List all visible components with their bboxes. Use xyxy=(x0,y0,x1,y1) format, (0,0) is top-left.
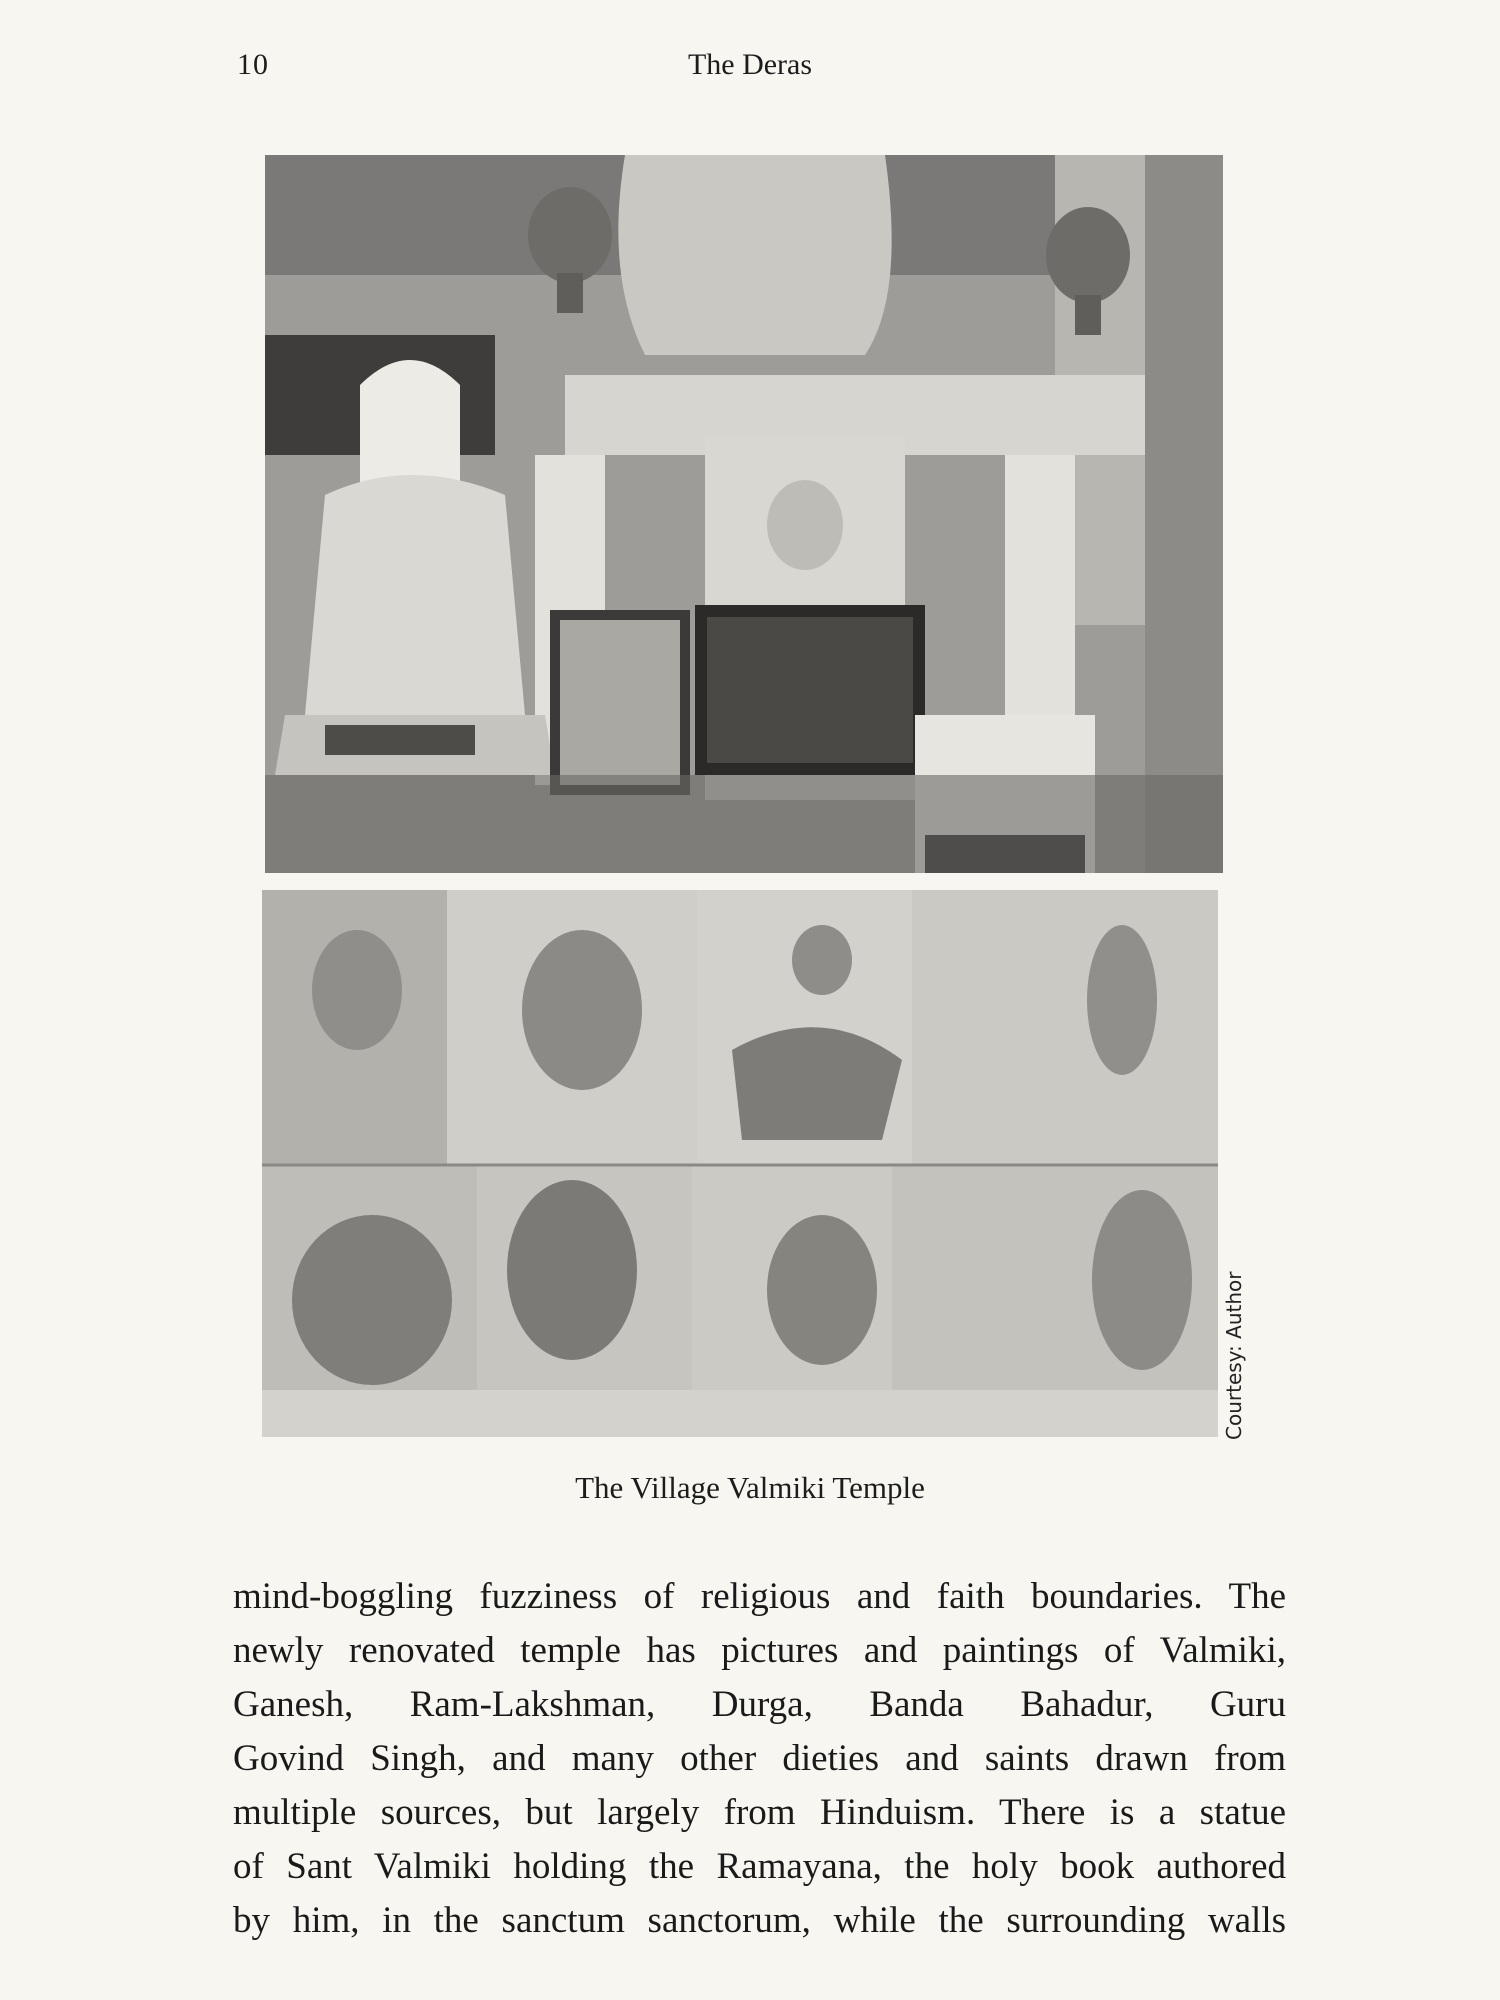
text-line: newly renovated temple has pictures and paintings of Valmiki, xyxy=(233,1630,1286,1671)
photo-credit: Courtesy: Author xyxy=(1222,1271,1246,1440)
page-number: 10 xyxy=(237,48,269,81)
text-line: of Sant Valmiki holding the Ramayana, the holy book authored xyxy=(233,1846,1286,1887)
page-header xyxy=(0,48,1500,98)
temple-altar-photo xyxy=(265,155,1223,873)
text-line: Ganesh, Ram-Lakshman, Durga, Banda Bahadur, Guru xyxy=(233,1684,1286,1725)
wall-paintings-photo xyxy=(262,890,1218,1437)
text-line: mind-boggling fuzziness of religious and faith boundaries. The xyxy=(233,1576,1286,1617)
text-line: by him, in the sanctum sanctorum, while the surrounding walls xyxy=(233,1900,1286,1941)
figure-caption: The Village Valmiki Temple xyxy=(575,1470,925,1505)
text-line: Govind Singh, and many other dieties and saints drawn from xyxy=(233,1738,1286,1779)
text-line: multiple sources, but largely from Hinduism. There is a statue xyxy=(233,1792,1286,1833)
running-head: The Deras xyxy=(687,48,813,81)
body-paragraph xyxy=(233,1570,1286,1948)
